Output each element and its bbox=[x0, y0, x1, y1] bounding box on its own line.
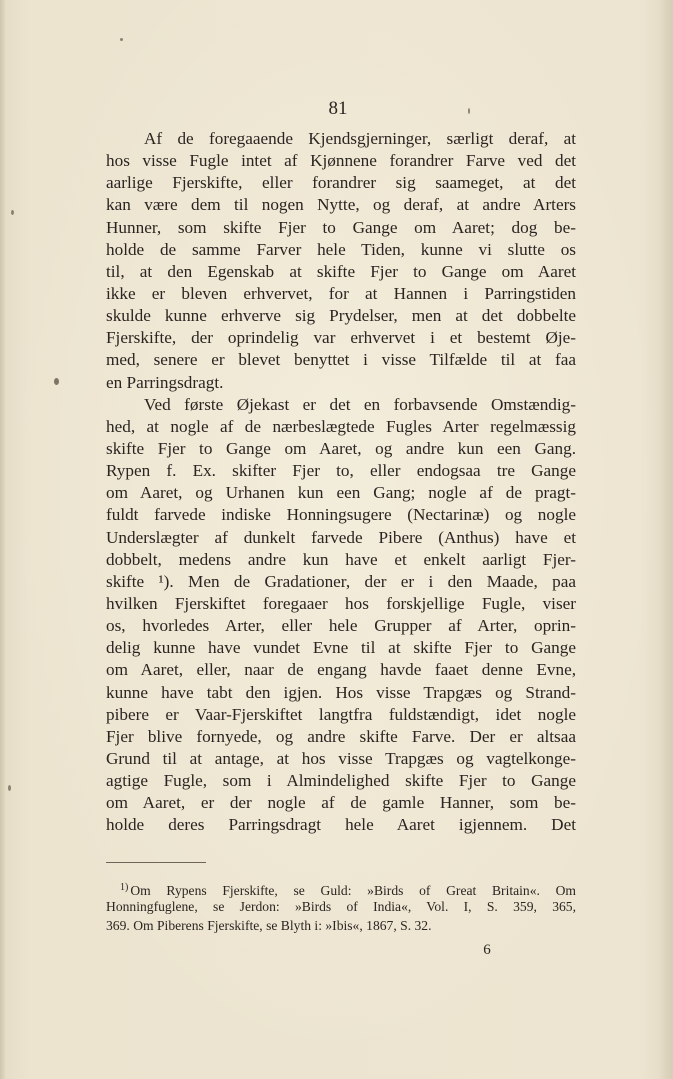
text-line: fuldt farvede indiske Honningsugere (Nectarinæ) og nogle bbox=[106, 505, 576, 525]
signature-mark: 6 bbox=[483, 942, 491, 958]
text-line: skulde kunne erhverve sig Prydelser, men at det dobbelte bbox=[106, 306, 576, 326]
text-line: holde de samme Farver hele Tiden, kunne vi slutte os bbox=[106, 239, 576, 259]
footnote-marker: 1) bbox=[120, 882, 129, 893]
text-line: dobbelt, medens andre kun have et enkelt aarligt Fjer- bbox=[106, 549, 576, 569]
text-line: Ved første Øjekast er det en forbavsende Omstændig- bbox=[144, 394, 576, 414]
text-line: hos visse Fugle intet af Kjønnene forandrer Farve ved det bbox=[106, 151, 576, 171]
text-line: Grund til at antage, at hos visse Trapgæs og vagtelkonge- bbox=[106, 748, 576, 768]
text-line: Fjerskifte, der oprindelig var erhvervet i et bestemt Øje- bbox=[106, 328, 576, 348]
footnote bbox=[106, 878, 576, 935]
text-line: skifte ¹). Men de Gradationer, der er i den Maade, paa bbox=[106, 571, 576, 591]
page-right-edge bbox=[659, 0, 673, 1079]
text-line: om Aaret, er der nogle af de gamle Hanner, som be- bbox=[106, 793, 576, 813]
text-line: en Parringsdragt. bbox=[106, 372, 224, 392]
text-line: Hunner, som skifte Fjer to Gange om Aaret; dog be- bbox=[106, 217, 576, 237]
text-line: kan være dem til nogen Nytte, og deraf, at andre Arters bbox=[106, 195, 576, 215]
footnote-text: Om Rypens Fjerskifte, se Guld: »Birds of Great Britain«. Om bbox=[130, 883, 576, 898]
paper-speck bbox=[11, 210, 14, 215]
text-line: til, at den Egenskab at skifte Fjer to Gange om Aaret bbox=[106, 261, 576, 281]
footnote-line: 369. Om Piberens Fjerskifte, se Blyth i: »Ibis«, 1867, S. 32. bbox=[106, 918, 432, 933]
body-text bbox=[106, 128, 576, 837]
paper-speck bbox=[468, 108, 470, 114]
text-line: Rypen f. Ex. skifter Fjer to, eller endogsaa tre Gange bbox=[106, 461, 576, 481]
paper-speck bbox=[54, 378, 59, 385]
text-line: skifte Fjer to Gange om Aaret, og andre kun een Gang. bbox=[106, 438, 576, 458]
text-line: delig kunne have vundet Evne til at skifte Fjer to Gange bbox=[106, 638, 576, 658]
text-line: med, senere er blevet benyttet i visse Tilfælde til at faa bbox=[106, 350, 576, 370]
text-line: Af de foregaaende Kjendsgjerninger, særligt deraf, at bbox=[144, 129, 576, 148]
text-line: pibere er Vaar-Fjerskiftet langtfra fuldstændigt, idet nogle bbox=[106, 704, 576, 724]
text-line: holde deres Parringsdragt hele Aaret igjennem. Det bbox=[106, 815, 576, 835]
text-line: hed, at nogle af de nærbeslægtede Fugles Arter regelmæssig bbox=[106, 416, 576, 436]
paper-speck bbox=[8, 785, 11, 791]
page-number: 81 bbox=[328, 98, 348, 119]
footnote-divider bbox=[106, 862, 206, 863]
text-line: hvilken Fjerskiftet foregaaer hos forskjellige Fugle, viser bbox=[106, 593, 576, 613]
text-line: agtige Fugle, som i Almindelighed skifte Fjer to Gange bbox=[106, 771, 576, 791]
footnote-line: Honningfuglene, se Jerdon: »Birds of India«, Vol. I, S. 359, 365, bbox=[106, 899, 576, 914]
text-line: aarlige Fjerskifte, eller forandrer sig saameget, at det bbox=[106, 173, 576, 193]
page-left-edge bbox=[0, 0, 6, 1079]
footnote-line bbox=[106, 878, 576, 897]
text-line: om Aaret, og Urhanen kun een Gang; nogle af de pragt- bbox=[106, 483, 576, 503]
text-line: kunne have tabt den igjen. Hos visse Trapgæs og Strand- bbox=[106, 682, 576, 702]
text-line: Underslægter af dunkelt farvede Pibere (Anthus) have et bbox=[106, 527, 576, 547]
paper-speck bbox=[120, 38, 123, 41]
text-line: om Aaret, eller, naar de engang havde faaet denne Evne, bbox=[106, 660, 576, 680]
text-line: os, hvorledes Arter, eller hele Grupper af Arter, oprin- bbox=[106, 616, 576, 636]
text-line: Fjer blive fornyede, og andre skifte Farve. Der er altsaa bbox=[106, 726, 576, 746]
text-line: ikke er bleven erhvervet, for at Hannen i Parringstiden bbox=[106, 283, 576, 303]
